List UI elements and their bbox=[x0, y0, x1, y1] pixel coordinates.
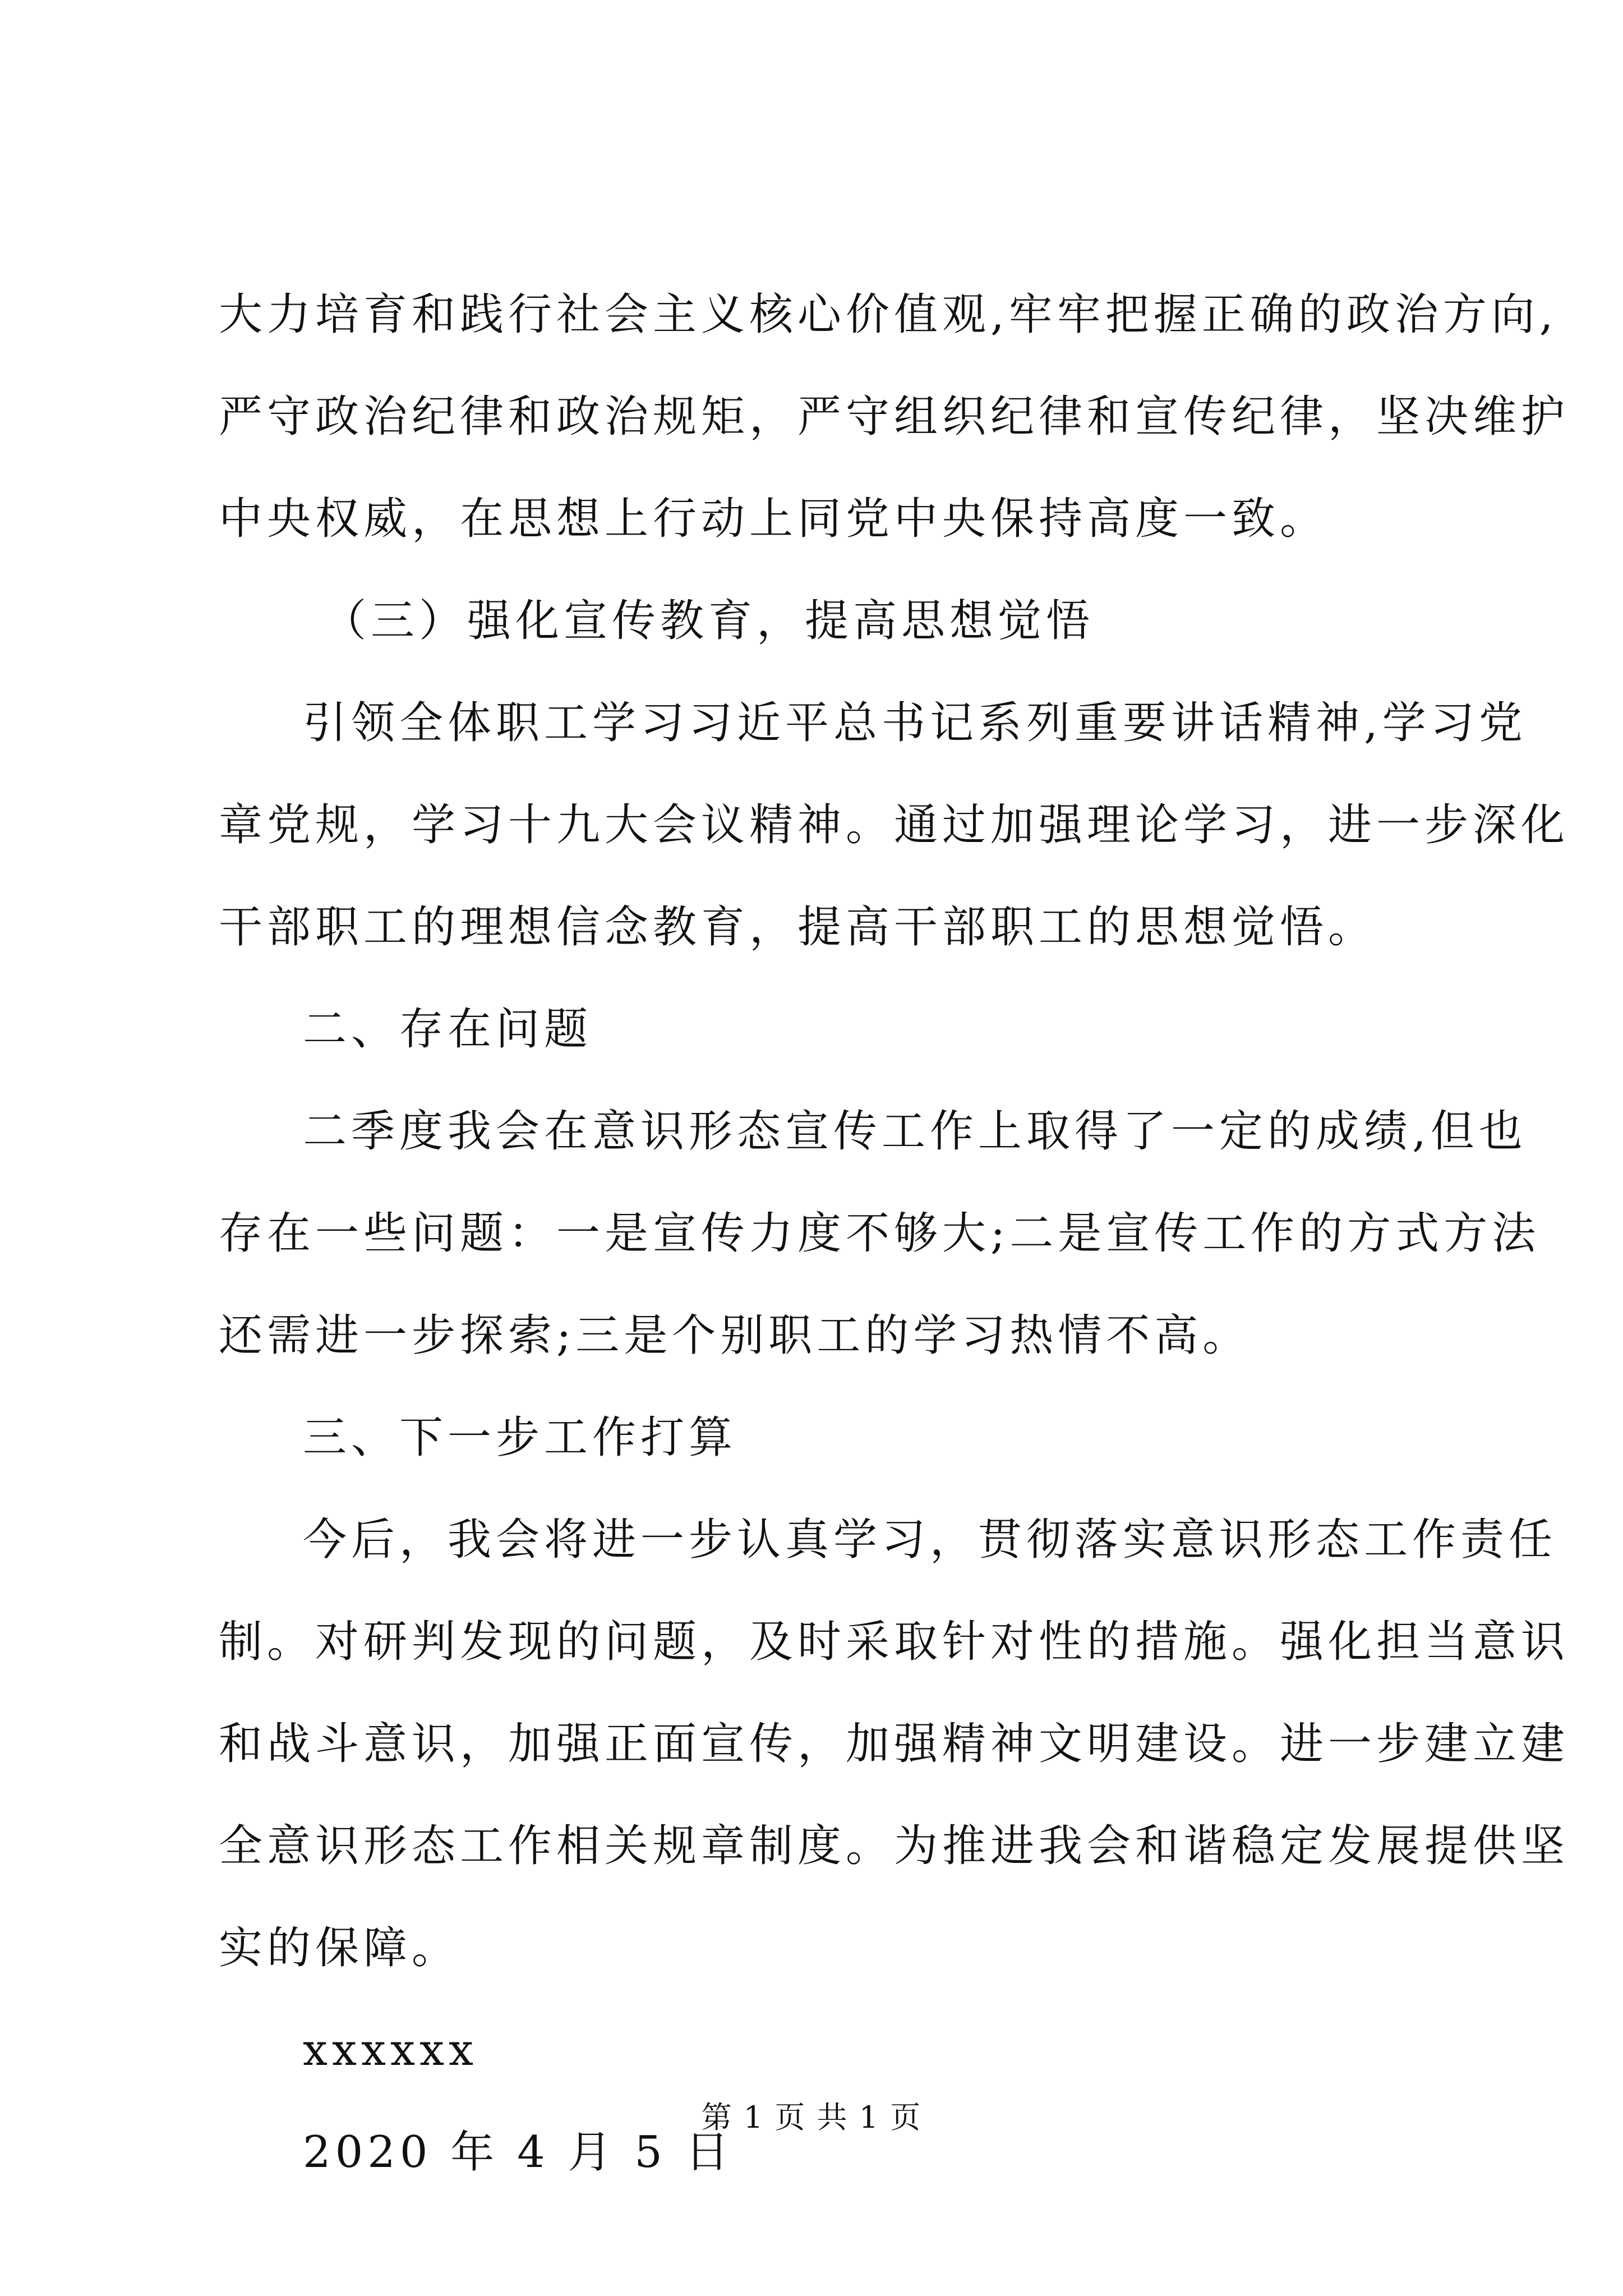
paragraph-line: 和战斗意识，加强正面宣传，加强精神文明建设。进一步建立建 bbox=[219, 1719, 1570, 1769]
paragraph-line: 严守政治纪律和政治规矩，严守组织纪律和宣传纪律，坚决维护 bbox=[219, 392, 1570, 442]
signature-name: xxxxxx bbox=[303, 2025, 478, 2076]
paragraph-line: 章党规，学习十九大会议精神。通过加强理论学习，进一步深化 bbox=[219, 800, 1570, 850]
paragraph-line: 今后，我会将进一步认真学习，贯彻落实意识形态工作责任 bbox=[303, 1515, 1557, 1565]
document-body bbox=[219, 264, 1570, 2203]
paragraph-line: 引领全体职工学习习近平总书记系列重要讲话精神,学习党 bbox=[303, 698, 1527, 748]
paragraph-line: 二季度我会在意识形态宣传工作上取得了一定的成绩,但也 bbox=[303, 1106, 1527, 1157]
paragraph-line: 大力培育和践行社会主义核心价值观,牢牢把握正确的政治方向, bbox=[219, 289, 1558, 340]
section-heading: 二、存在问题 bbox=[303, 1004, 593, 1055]
paragraph-line: 还需进一步探索;三是个别职工的学习热情不高。 bbox=[219, 1310, 1251, 1361]
paragraph-line: 干部职工的理想信念教育，提高干部职工的思想觉悟。 bbox=[219, 902, 1377, 953]
page-footer bbox=[0, 2098, 1623, 2137]
paragraph-line: 制。对研判发现的问题，及时采取针对性的措施。强化担当意识 bbox=[219, 1617, 1570, 1667]
section-heading: （三）强化宣传教育，提高思想觉悟 bbox=[322, 596, 1095, 646]
paragraph-line: 实的保障。 bbox=[219, 1923, 460, 1973]
paragraph-line: 全意识形态工作相关规章制度。为推进我会和谐稳定发展提供坚 bbox=[219, 1821, 1570, 1871]
page-number: 第 1 页 共 1 页 bbox=[701, 2100, 922, 2135]
paragraph-line: 存在一些问题：一是宣传力度不够大;二是宣传工作的方式方法 bbox=[219, 1208, 1541, 1259]
section-heading: 三、下一步工作打算 bbox=[303, 1412, 737, 1463]
signature-date: 2020 年 4 月 5 日 bbox=[303, 2127, 734, 2178]
paragraph-line: 中央权威，在思想上行动上同党中央保持高度一致。 bbox=[219, 494, 1329, 544]
